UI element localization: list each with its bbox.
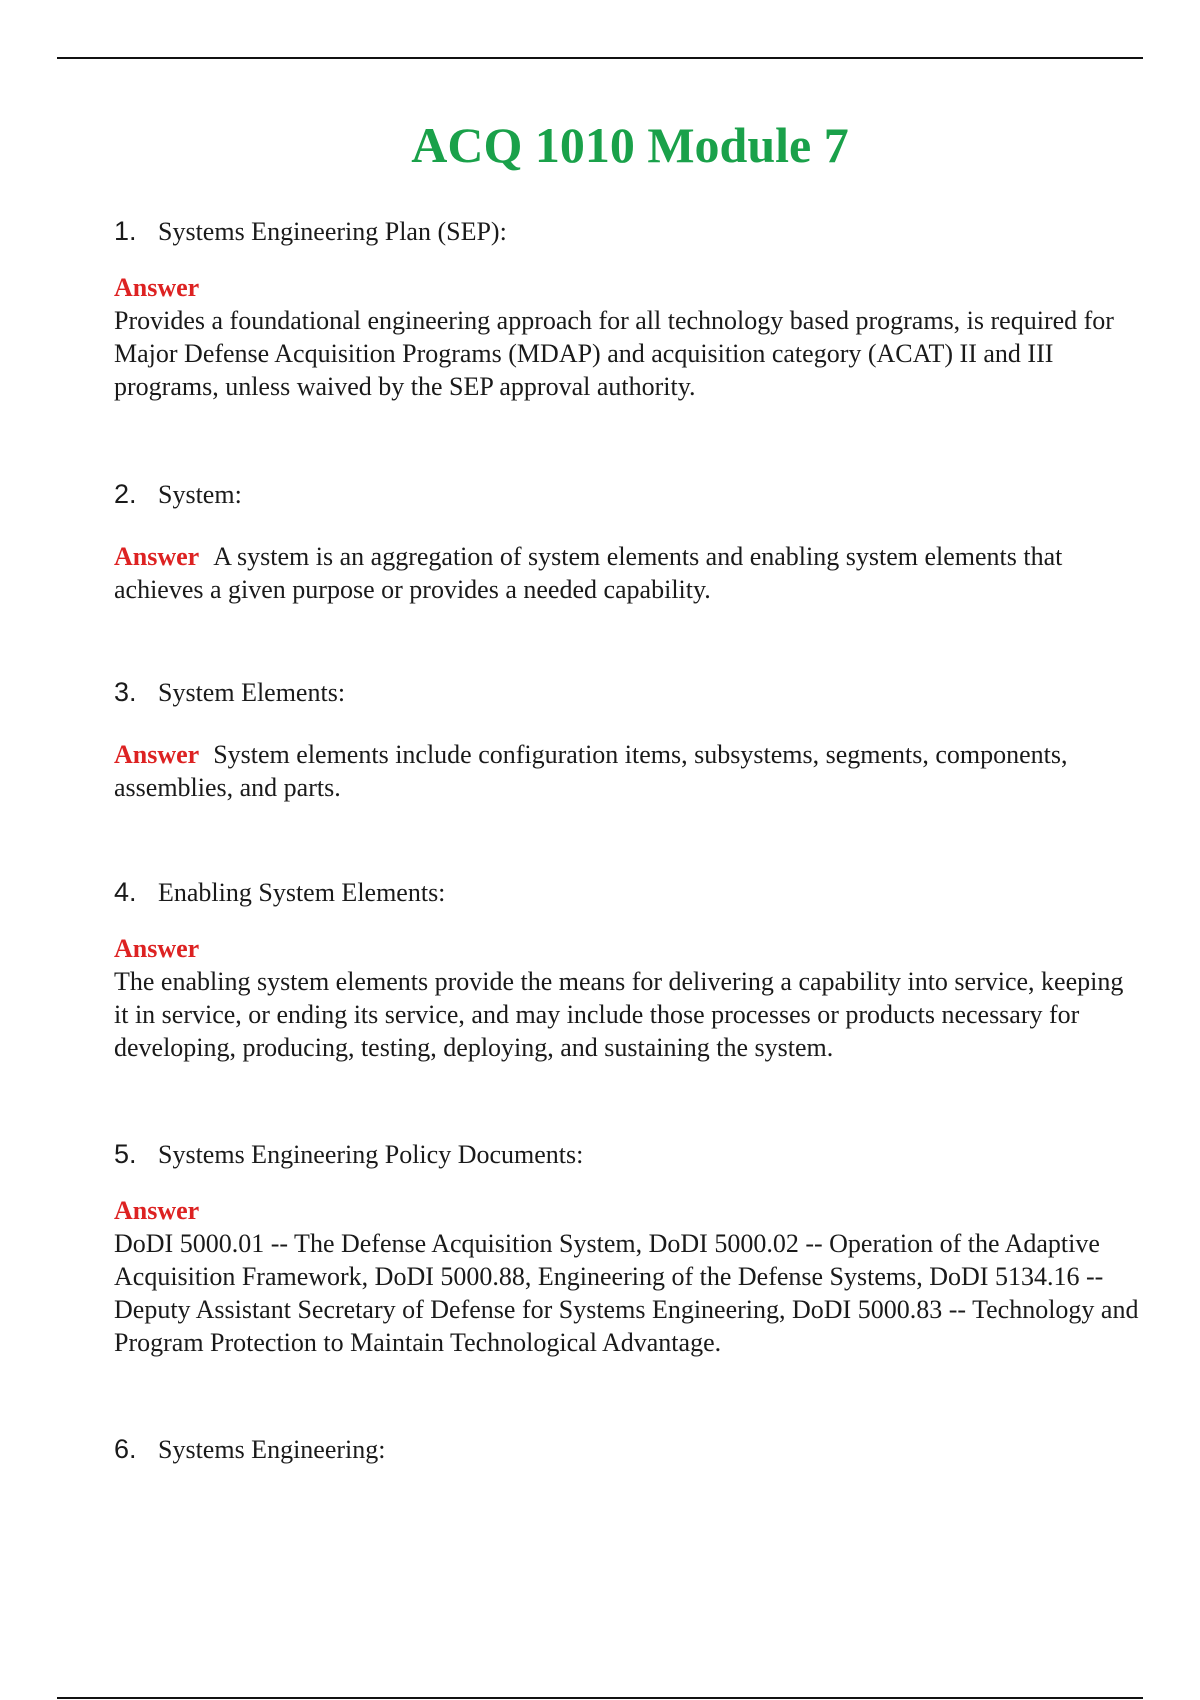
- question-number: 5.: [114, 1139, 137, 1169]
- qa-item-3: [114, 675, 1144, 804]
- answer-3: [114, 738, 1144, 804]
- answer-2: [114, 540, 1144, 606]
- answer-text: System elements include configuration items, subsystems, segments, components, assemblies, and parts.: [114, 740, 1068, 802]
- question-1: [114, 214, 1144, 249]
- question-6: [114, 1432, 1144, 1467]
- answer-text: Provides a foundational engineering approach for all technology based programs, is required for Major Defense Acquisition Programs (MDAP) and acquisition category (ACAT) II and III programs, unless waived by the SEP approval authority.: [114, 306, 1114, 401]
- top-rule: [57, 57, 1143, 59]
- page-title: ACQ 1010 Module 7: [411, 116, 849, 173]
- bottom-rule: [57, 1697, 1143, 1699]
- answer-text: DoDI 5000.01 -- The Defense Acquisition System, DoDI 5000.02 -- Operation of the Adaptive Acquisition Framework, DoDI 5000.88, Engineering of the Defense Systems, DoDI 5134.16 -- Deputy Assistant Secretary of Defense for Systems Engineering, DoDI 5000.83 -- Technology and Program Protection to Maintain Technological Advantage.: [114, 1229, 1139, 1357]
- qa-item-2: [114, 477, 1144, 606]
- qa-item-6: [114, 1432, 1144, 1467]
- answer-5: [114, 1194, 1144, 1359]
- answer-label: Answer: [114, 740, 200, 769]
- question-text: Enabling System Elements:: [158, 878, 446, 907]
- answer-label: Answer: [114, 934, 200, 963]
- answer-4: [114, 932, 1144, 1064]
- question-5: [114, 1137, 1144, 1172]
- question-number: 1.: [114, 216, 137, 246]
- answer-label: Answer: [114, 273, 200, 302]
- question-3: [114, 675, 1144, 710]
- question-text: System Elements:: [158, 678, 346, 707]
- question-text: Systems Engineering:: [158, 1435, 386, 1464]
- qa-item-4: [114, 875, 1144, 1064]
- qa-item-1: [114, 214, 1144, 403]
- question-2: [114, 477, 1144, 512]
- answer-text: A system is an aggregation of system elements and enabling system elements that achieves a given purpose or provides a needed capability.: [114, 542, 1063, 604]
- qa-item-5: [114, 1137, 1144, 1359]
- question-number: 2.: [114, 479, 137, 509]
- answer-label: Answer: [114, 1196, 200, 1225]
- question-number: 6.: [114, 1434, 137, 1464]
- question-text: System:: [158, 480, 242, 509]
- question-4: [114, 875, 1144, 910]
- answer-label: Answer: [114, 542, 200, 571]
- question-text: Systems Engineering Plan (SEP):: [158, 217, 507, 246]
- question-number: 4.: [114, 877, 137, 907]
- question-text: Systems Engineering Policy Documents:: [158, 1140, 584, 1169]
- answer-text: The enabling system elements provide the means for delivering a capability into service, keeping it in service, or ending its service, and may include those processes or products necessary for developing, producing, testing, deploying, and sustaining the system.: [114, 967, 1124, 1062]
- question-number: 3.: [114, 677, 137, 707]
- answer-1: [114, 271, 1144, 403]
